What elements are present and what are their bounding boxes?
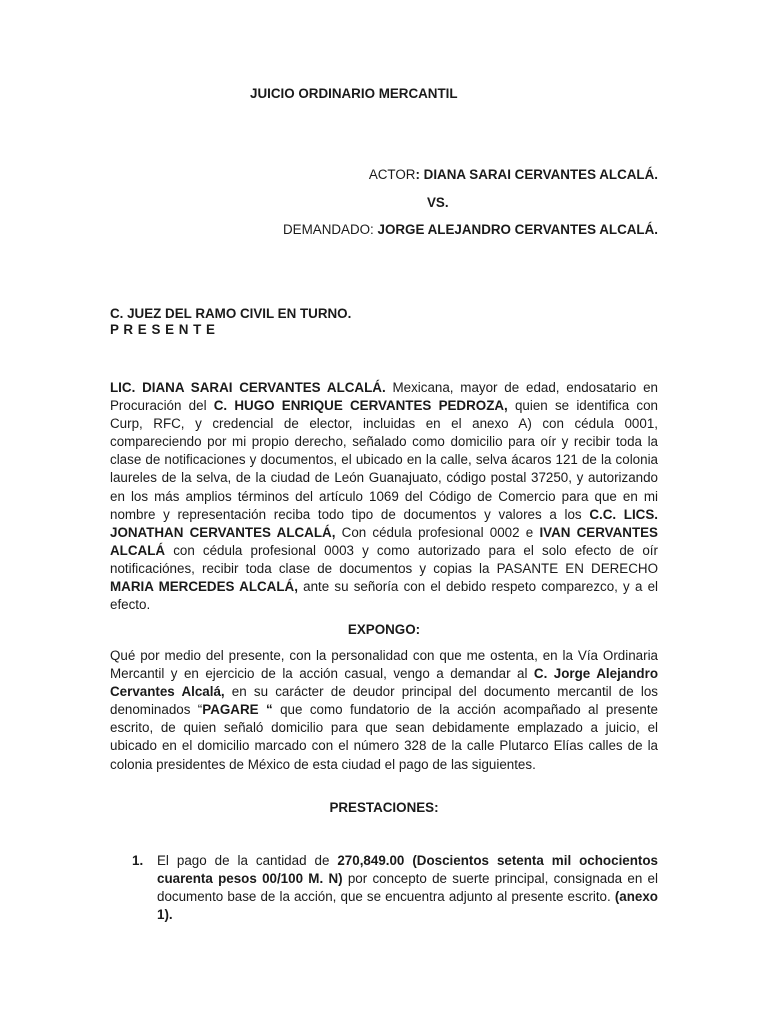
demandado-name: JORGE ALEJANDRO CERVANTES ALCALÁ.: [377, 222, 658, 237]
versus-label: VS.: [427, 195, 449, 210]
intro-s10: ante su señoría con el debido respeto comparezco, y a el efecto.: [110, 579, 659, 613]
intro-s3: C. HUGO ENRIQUE CERVANTES PEDROZA,: [213, 398, 508, 414]
intro-s1: LIC. DIANA SARAI CERVANTES ALCALÁ.: [110, 380, 386, 395]
expongo-s5: que como fundatorio de la acción acompañado al presente escrito, de quien señaló domicilio para que sean debidamente emplazado a juicio, el ubicado en el domicilio marcado con el número 328 de la calle Plutarco Elías calles de la colonia presidentes de México de esta ciudad el pago de las siguientes.: [110, 702, 658, 772]
prestacion-s3: por concepto de suerte principal, consignada en el documento base de la acción, que se encuentra adjunto al presente escrito.: [157, 871, 658, 905]
addressee-line-2: P R E S E N T E: [110, 322, 216, 337]
intro-s9: MARIA MERCEDES ALCALÁ,: [110, 579, 298, 595]
intro-s6: Con cédula profesional 0002 e: [335, 524, 540, 540]
expongo-s3: en su carácter de deudor principal del documento mercantil de los denominados “: [110, 684, 658, 718]
prestacion-amount: 270,849.00 (Doscientos setenta mil ochocientos cuarenta pesos 00/100 M. N): [157, 853, 658, 887]
intro-s2: Mexicana, mayor de edad, endosatario en Procuración del: [110, 380, 658, 414]
prestaciones-heading: PRESTACIONES:: [329, 800, 439, 815]
expongo-heading: EXPONGO:: [347, 622, 421, 637]
intro-s7: IVAN CERVANTES ALCALÁ: [110, 524, 658, 558]
actor-line: [369, 166, 658, 184]
demandado-label: DEMANDADO:: [283, 222, 378, 237]
expongo-s4: PAGARE “: [202, 702, 273, 718]
actor-name: : DIANA SARAI CERVANTES ALCALÁ.: [415, 167, 658, 182]
actor-label: ACTOR: [368, 167, 416, 182]
prestacion-s1: El pago de la cantidad de: [157, 853, 338, 868]
prestacion-annex: (anexo 1).: [157, 889, 658, 923]
expongo-paragraph: [110, 647, 658, 774]
intro-s5: C.C. LICS. JONATHAN CERVANTES ALCALÁ,: [110, 506, 659, 540]
addressee-line-1: C. JUEZ DEL RAMO CIVIL EN TURNO.: [110, 306, 352, 321]
demandado-line: [283, 221, 658, 239]
prestacion-number: 1.: [132, 853, 144, 868]
document-title: JUICIO ORDINARIO MERCANTIL: [250, 86, 458, 101]
expongo-s1: Qué por medio del presente, con la personalidad con que me ostenta, en la Vía Ordinaria Mercantil y en ejercicio de la acción casual, vengo a demandar al: [110, 648, 658, 682]
intro-s8: con cédula profesional 0003 y como autorizado para el solo efecto de oír notificaciónes, recibir toda clase de documentos y copias la PASANTE EN DERECHO: [110, 542, 658, 576]
intro-paragraph: [110, 379, 658, 614]
prestacion-item: [157, 852, 658, 924]
expongo-s2: C. Jorge Alejandro Cervantes Alcalá,: [110, 666, 658, 700]
intro-s4: quien se identifica con Curp, RFC, y credencial de elector, incluidas en el anexo A) con cédula 0001, compareciendo por mi propio derecho, señalado como domicilio para oír y recibir toda la clase de notificaciones y documentos, el ubicado en la calle, selva ácaros 121 de la colonia laureles de la selva, de la ciudad de León Guanajuato, código postal 37250, y autorizando en los más amplios términos del artículo 1069 del Código de Comercio para que en mi nombre y representación reciba todo tipo de documentos y valores a los: [110, 398, 658, 522]
